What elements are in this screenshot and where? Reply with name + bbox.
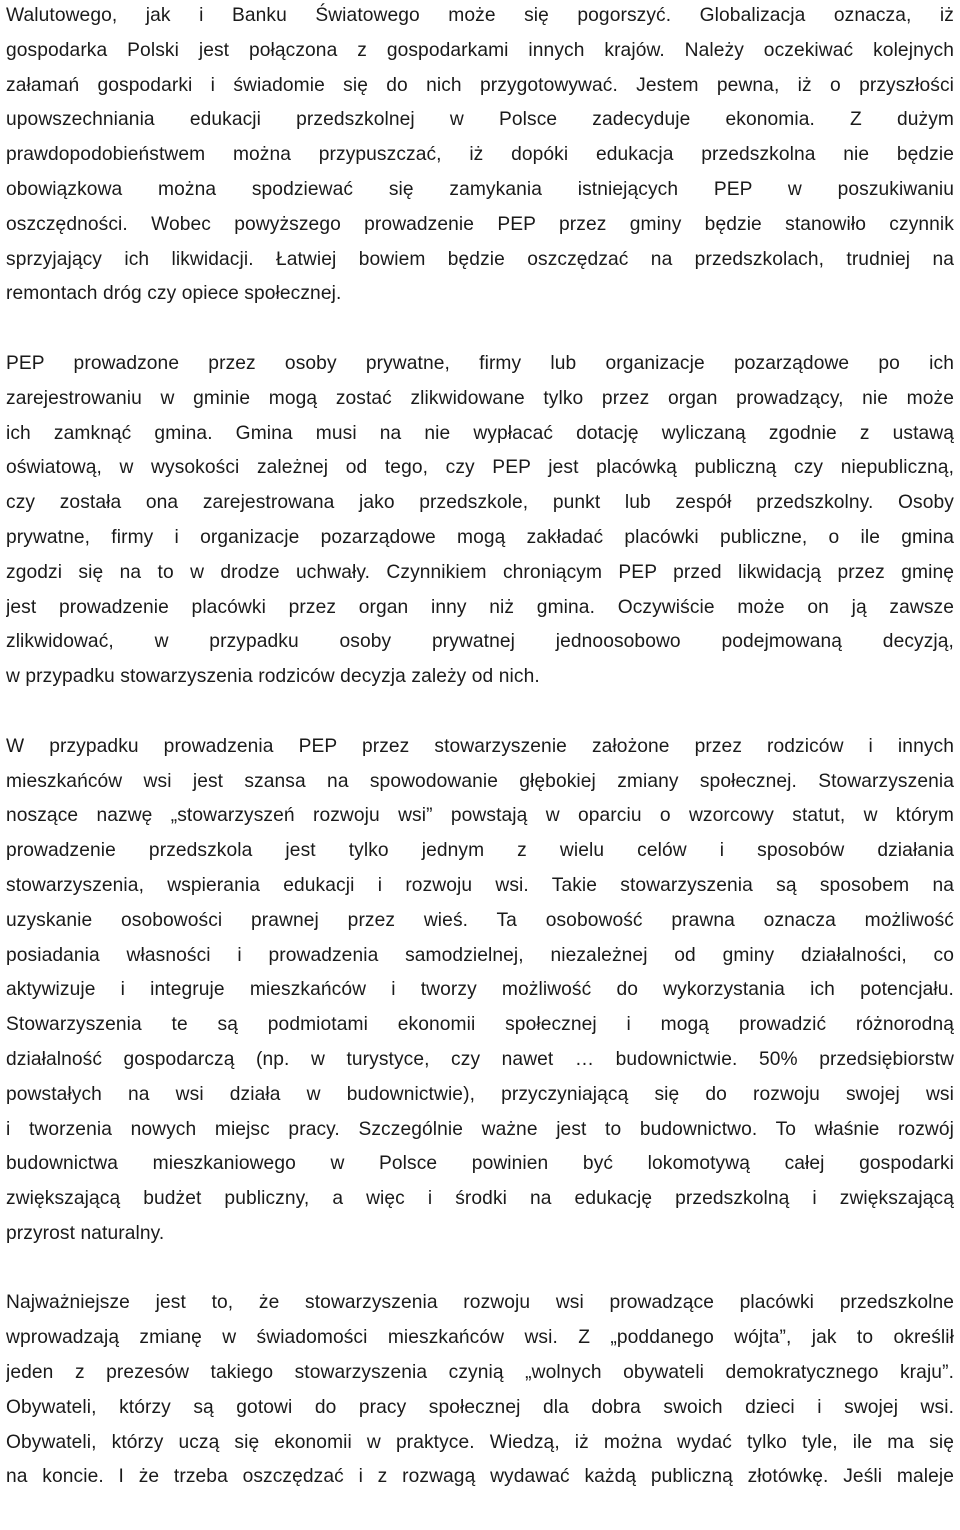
text-line: powstałych na wsi działa w budownictwie), przyczyniającą się do rozwoju swojej wsi — [6, 1083, 954, 1105]
text-line: zwiększającą budżet publiczny, a więc i środki na edukację przedszkolną i zwiększającą — [6, 1188, 954, 1210]
text-line: Obywateli, którzy są gotowi do pracy społecznej dla dobra swoich dzieci i swojej wsi. — [6, 1396, 954, 1418]
text-line: mieszkańców wsi jest szansa na spowodowanie głębokiej zmiany społecznej. Stowarzyszenia — [6, 770, 954, 792]
text-line: gospodarka Polski jest połączona z gospodarkami innych krajów. Należy oczekiwać kolejnych — [6, 39, 954, 61]
text-line: ich zamknąć gmina. Gmina musi na nie wypłacać dotację wyliczaną zgodnie z ustawą — [6, 422, 954, 444]
text-line: prawdopodobieństwem można przypuszczać, iż dopóki edukacja przedszkolna nie będzie — [6, 144, 954, 166]
text-line: sprzyjający ich likwidacji. Łatwiej bowiem będzie oszczędzać na przedszkolach, trudniej na — [6, 248, 954, 270]
text-line: czy została ona zarejestrowana jako przedszkole, punkt lub zespół przedszkolny. Osoby — [6, 492, 954, 514]
text-line: zlikwidować, w przypadku osoby prywatnej jednoosobowo podejmowaną decyzją, — [6, 631, 954, 653]
text-line: załamań gospodarki i świadomie się do nich przygotowywać. Jestem pewna, iż o przyszłości — [6, 74, 954, 96]
text-line: i tworzenia nowych miejsc pracy. Szczególnie ważne jest to budownictwo. To właśnie rozwój — [6, 1118, 954, 1140]
text-line: Walutowego, jak i Banku Światowego może się pogorszyć. Globalizacja oznacza, iż — [6, 5, 954, 26]
text-line: na koncie. I że trzeba oszczędzać i z rozwagą wydawać każdą publiczną złotówkę. Jeśli maleje — [6, 1466, 954, 1488]
paragraph-1 — [6, 0, 954, 312]
text-line: Stowarzyszenia te są podmiotami ekonomii społecznej i mogą prowadzić różnorodną — [6, 1014, 954, 1036]
text-line: działalność gospodarczą (np. w turystyce, czy nawet … budownictwie. 50% przedsiębiorstw — [6, 1048, 954, 1070]
text-line: remontach dróg czy opiece społecznej. — [6, 283, 342, 305]
text-line: oszczędności. Wobec powyższego prowadzenie PEP przez gminy będzie stanowiło czynnik — [6, 213, 954, 235]
text-line: prowadzenie przedszkola jest tylko jednym z wielu celów i sposobów działania — [6, 840, 954, 862]
text-line: zarejestrowaniu w gminie mogą zostać zlikwidowane tylko przez organ prowadzący, nie może — [6, 387, 954, 409]
paragraph-4 — [6, 1286, 954, 1495]
text-line: posiadania własności i prowadzenia samodzielnej, niezależnej od gminy działalności, co — [6, 944, 954, 966]
text-line: PEP prowadzone przez osoby prywatne, firmy lub organizacje pozarządowe po ich — [6, 352, 954, 374]
text-line: oświatową, w wysokości zależnej od tego, czy PEP jest placówką publiczną czy niepubliczną, — [6, 457, 954, 479]
text-line: przyrost naturalny. — [6, 1222, 165, 1244]
text-line: w przypadku stowarzyszenia rodziców decyzja zależy od nich. — [6, 666, 540, 688]
text-line: Najważniejsze jest to, że stowarzyszenia rozwoju wsi prowadzące placówki przedszkolne — [6, 1292, 954, 1314]
document-page — [6, 0, 954, 1530]
text-line: prywatne, firmy i organizacje pozarządowe mogą zakładać placówki publiczne, o ile gmina — [6, 526, 954, 548]
paragraph-3 — [6, 730, 954, 1252]
text-line: Obywateli, którzy uczą się ekonomii w praktyce. Wiedzą, iż można wydać tylko tyle, ile ma się — [6, 1431, 954, 1453]
text-line: zgodzi się na to w drodze uchwały. Czynnikiem chroniącym PEP przed likwidacją przez gminę — [6, 561, 954, 583]
text-line: jeden z prezesów takiego stowarzyszenia czynią „wolnych obywateli demokratycznego kraju”. — [6, 1362, 954, 1384]
text-line: stowarzyszenia, wspierania edukacji i rozwoju wsi. Takie stowarzyszenia są sposobem na — [6, 874, 954, 896]
text-line: aktywizuje i integruje mieszkańców i tworzy możliwość do wykorzystania ich potencjału. — [6, 979, 954, 1001]
text-line: obowiązkowa można spodziewać się zamykania istniejących PEP w poszukiwaniu — [6, 178, 954, 200]
text-line: upowszechniania edukacji przedszkolnej w Polsce zadecyduje ekonomia. Z dużym — [6, 109, 954, 131]
text-line: budownictwa mieszkaniowego w Polsce powinien być lokomotywą całej gospodarki — [6, 1153, 954, 1175]
text-line: wprowadzają zmianę w świadomości mieszkańców wsi. Z „poddanego wójta”, jak to określił — [6, 1327, 954, 1349]
text-line: jest prowadzenie placówki przez organ inny niż gmina. Oczywiście może on ją zawsze — [6, 596, 954, 618]
text-line: uzyskanie osobowości prawnej przez wieś. Ta osobowość prawna oznacza możliwość — [6, 909, 954, 931]
text-line: noszące nazwę „stowarzyszeń rozwoju wsi” powstają w oparciu o wzorcowy statut, w którym — [6, 805, 954, 827]
paragraph-2 — [6, 347, 954, 695]
text-line: W przypadku prowadzenia PEP przez stowarzyszenie założone przez rodziców i innych — [6, 735, 954, 757]
